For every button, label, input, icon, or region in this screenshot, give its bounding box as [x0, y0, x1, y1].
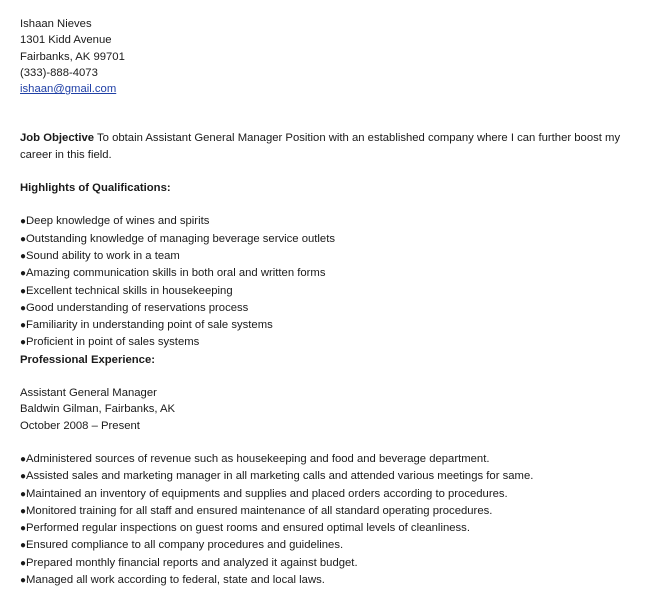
list-item-text: Deep knowledge of wines and spirits [26, 215, 210, 228]
list-item-text: Ensured compliance to all company procedures and guidelines. [26, 539, 344, 552]
list-item [20, 248, 642, 265]
bullet-icon: ● [20, 575, 27, 587]
list-item [20, 213, 642, 230]
job-title: Assistant General Manager [20, 387, 157, 400]
spacer [20, 434, 642, 451]
resume-document [20, 16, 642, 589]
bullet-icon: ● [20, 471, 27, 483]
bullet-icon: ● [20, 250, 27, 262]
bullet-icon: ● [20, 523, 27, 535]
list-item-text: Amazing communication skills in both oral and written forms [26, 267, 326, 280]
contact-street: 1301 Kidd Avenue [20, 34, 112, 47]
list-item [20, 503, 642, 520]
list-item [20, 451, 642, 468]
bullet-icon: ● [20, 320, 27, 332]
experience-heading: Professional Experience: [20, 353, 155, 366]
list-item [20, 572, 642, 589]
bullet-icon: ● [20, 233, 27, 245]
bullet-icon: ● [20, 488, 27, 500]
job-dates: October 2008 – Present [20, 419, 140, 432]
job-employer: Baldwin Gilman, Fairbanks, AK [20, 403, 176, 416]
list-item [20, 520, 642, 537]
list-item [20, 265, 642, 282]
bullet-icon: ● [20, 540, 27, 552]
list-item-text: Familiarity in understanding point of sale systems [26, 319, 273, 332]
list-item-text: Monitored training for all staff and ensured maintenance of all standard operating procedures. [26, 504, 493, 517]
bullet-icon: ● [20, 505, 27, 517]
list-item-text: Managed all work according to federal, state and local laws. [26, 574, 325, 587]
job-objective [20, 130, 642, 163]
bullet-icon: ● [20, 268, 27, 280]
duties-list [20, 451, 642, 589]
highlights-heading: Highlights of Qualifications: [20, 182, 171, 195]
list-item-text: Assisted sales and marketing manager in all marketing calls and attended various meetings for same. [26, 470, 534, 483]
contact-email-link[interactable]: ishaan@gmail.com [20, 83, 117, 96]
bullet-icon: ● [20, 557, 27, 569]
list-item [20, 334, 642, 351]
list-item [20, 537, 642, 554]
spacer [20, 97, 642, 130]
list-item [20, 317, 642, 334]
list-item-text: Outstanding knowledge of managing beverage service outlets [26, 232, 335, 245]
list-item-text: Prepared monthly financial reports and analyzed it against budget. [26, 556, 358, 569]
job-objective-text: To obtain Assistant General Manager Position with an established company where I can further boost my career in this field. [20, 132, 621, 161]
list-item [20, 283, 642, 300]
job-objective-label: Job Objective [20, 132, 95, 145]
list-item-text: Good understanding of reservations process [26, 301, 249, 314]
contact-city-state-zip: Fairbanks, AK 99701 [20, 50, 125, 63]
contact-block [20, 16, 642, 97]
list-item [20, 300, 642, 317]
bullet-icon: ● [20, 302, 27, 314]
list-item [20, 486, 642, 503]
list-item [20, 468, 642, 485]
bullet-icon: ● [20, 216, 27, 228]
bullet-icon: ● [20, 453, 27, 465]
spacer [20, 368, 642, 385]
list-item [20, 231, 642, 248]
bullet-icon: ● [20, 285, 27, 297]
list-item-text: Excellent technical skills in housekeeping [26, 284, 233, 297]
list-item-text: Administered sources of revenue such as housekeeping and food and beverage department. [26, 452, 490, 465]
highlights-list [20, 213, 642, 351]
spacer [20, 196, 642, 213]
contact-name: Ishaan Nieves [20, 18, 92, 30]
list-item [20, 555, 642, 572]
list-item-text: Performed regular inspections on guest rooms and ensured optimal levels of cleanliness. [26, 522, 470, 535]
job-entry [20, 385, 642, 434]
contact-phone: (333)-888-4073 [20, 66, 98, 79]
list-item-text: Maintained an inventory of equipments and supplies and placed orders according to procedures. [26, 487, 508, 500]
list-item-text: Sound ability to work in a team [26, 249, 180, 262]
bullet-icon: ● [20, 337, 27, 349]
list-item-text: Proficient in point of sales systems [26, 336, 200, 349]
spacer [20, 163, 642, 180]
